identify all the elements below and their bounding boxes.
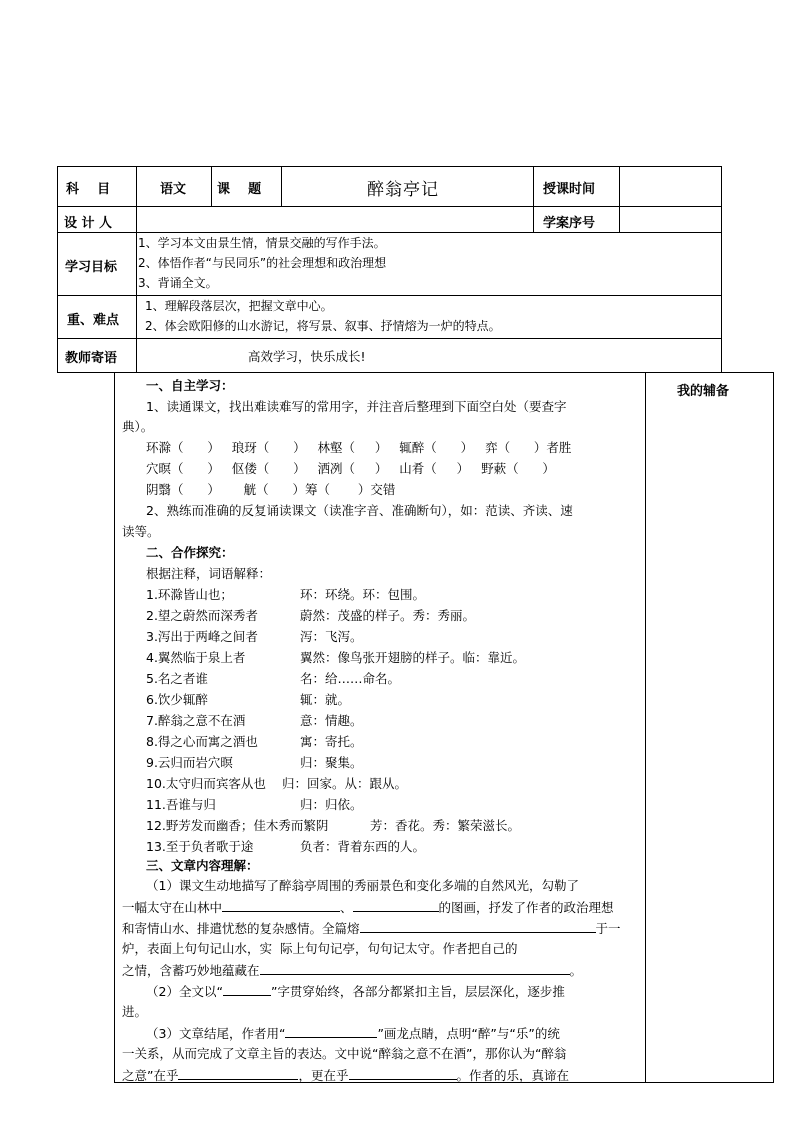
text-span: 的图画，抒发了作者的政治理想 (438, 900, 614, 915)
table-line (211, 166, 212, 206)
table-line (281, 166, 282, 206)
vocab-explanation: 归：聚集。 (300, 755, 363, 770)
lesson-title: 醉翁亭记 (367, 180, 439, 200)
text-line: 炉，表面上句句记山水，实 际上句句记亭，句句记太守。作者把自己的 (122, 941, 518, 956)
text-line (122, 1065, 569, 1085)
text-span: 一幅太守在山林中 (122, 900, 223, 915)
vocab-source: 9.云归而岩穴暝 (146, 755, 233, 770)
vocab-explanation: 归：归依。 (300, 797, 363, 812)
table-line (57, 232, 721, 233)
text-span: ”字贯穿始终，各部分都紧扣主旨，层层深化，逐步推 (270, 984, 565, 999)
text-span: ”画龙点睛，点明“醉”与“乐”的统 (377, 1026, 560, 1041)
vocab-source: 7.醉翁之意不在酒 (146, 713, 246, 728)
subject-label: 科 目 (66, 182, 111, 197)
content-border (645, 372, 646, 1083)
vocab-item (146, 669, 400, 688)
text-span: 、 (340, 900, 353, 915)
text-span: 。 (569, 963, 583, 978)
fill-blank[interactable] (353, 897, 439, 912)
vocab-explanation: 芳：香花。秀：繁荣滋长。 (370, 818, 521, 833)
time-label: 授课时间 (543, 182, 596, 197)
text-line (146, 1023, 560, 1043)
vocab-explanation: 意：情趣。 (300, 713, 363, 728)
section-2-title: 二、合作探究： (146, 545, 234, 560)
text-line: 读等。 (122, 524, 160, 539)
vocab-item (146, 648, 525, 667)
text-span: （3）文章结尾，作者用“ (146, 1026, 286, 1041)
vocab-source: 13.至于负者歌于途 (146, 839, 254, 854)
text-line (122, 960, 582, 980)
table-line (721, 166, 722, 372)
message-text: 高效学习，快乐成长! (248, 349, 366, 364)
vocab-item (146, 732, 363, 751)
topic-label: 课 题 (217, 182, 262, 197)
char-list-row: 环滁（ ） 琅玡（ ） 林壑（ ） 辄醉（ ） 弈（ ）者胜 (146, 440, 572, 455)
vocab-item (146, 816, 520, 835)
fill-blank[interactable] (349, 1065, 457, 1080)
table-line (57, 372, 721, 373)
text-line: 典）。 (122, 419, 154, 434)
vocab-source: 11.吾谁与归 (146, 797, 216, 812)
text-span: 之情，含蓄巧妙地蕴藏在 (122, 963, 260, 978)
text-line (146, 981, 565, 1001)
table-line (619, 166, 620, 232)
content-border (721, 372, 774, 373)
designer-label: 设 计 人 (64, 216, 113, 231)
vocab-item (146, 711, 363, 730)
vocab-explanation: 名：给……命名。 (300, 671, 401, 686)
text-line: 1、读通课文，找出难读难写的常用字，并注音后整理到下面空白处（要查字 (146, 399, 567, 414)
vocab-explanation: 泻：飞泻。 (300, 629, 363, 644)
table-line (533, 166, 534, 232)
vocab-explanation: 寓：寄托。 (300, 734, 363, 749)
text-span: 之意”在乎 (122, 1068, 179, 1083)
text-line (122, 918, 621, 938)
vocab-explanation: 辄：就。 (300, 692, 351, 707)
text-span: 于一 (595, 921, 621, 936)
text-line: 进。 (122, 1004, 148, 1019)
goal-item: 2、体悟作者“与民同乐”的社会理想和政治理想 (138, 256, 387, 270)
keypoints-label: 重、难点 (67, 313, 120, 328)
fill-blank[interactable] (222, 897, 340, 912)
fill-blank[interactable] (285, 1023, 377, 1038)
goals-label: 学习目标 (65, 260, 118, 275)
content-border (114, 372, 115, 1083)
vocab-item (146, 690, 350, 709)
vocab-item (146, 753, 363, 772)
vocab-explanation: 翼然：像鸟张开翅膀的样子。临：靠近。 (300, 650, 526, 665)
keypoint-item: 1、理解段落层次，把握文章中心。 (145, 299, 333, 313)
text-span: 和寄情山水、排遣忧愁的复杂感情。全篇熔 (122, 921, 360, 936)
vocab-item (146, 795, 363, 814)
text-span: 。作者的乐，真谛在 (456, 1068, 570, 1083)
text-line: 一关系，从而完成了文章主旨的表达。文中说“醉翁之意不在酒”，那你认为“醉翁 (122, 1046, 567, 1061)
vocab-source: 3.泻出于两峰之间者 (146, 629, 258, 644)
text-span: （2）全文以“ (146, 984, 223, 999)
text-line: 2、熟练而准确的反复诵读课文（读准字音、准确断句），如：范读、齐读、速 (146, 503, 573, 518)
vocab-source: 1.环滁皆山也； (146, 587, 233, 602)
char-list-row: 穴暝（ ） 伛偻（ ） 洒冽（ ） 山肴（ ） 野蔌（ ） (146, 461, 555, 476)
vocab-explanation: 环：环绕。环：包围。 (300, 587, 426, 602)
case-number-label: 学案序号 (543, 216, 596, 231)
vocab-explanation: 负者：背着东西的人。 (300, 839, 426, 854)
vocab-source: 10.太守归而宾客从也 (146, 776, 266, 791)
char-list-row: 阴翳（ ） 觥（ ）筹（ ）交错 (146, 482, 396, 497)
table-line (57, 166, 58, 372)
vocab-source: 2.望之蔚然而深秀者 (146, 608, 258, 623)
vocab-source: 8.得之心而寓之酒也 (146, 734, 258, 749)
side-notes-label: 我的辅备 (677, 384, 730, 399)
message-label: 教师寄语 (65, 351, 118, 366)
vocab-item (146, 774, 407, 793)
section-1-title: 一、自主学习： (146, 378, 234, 393)
subject-value: 语文 (160, 182, 187, 197)
text-line: 根据注释，词语解释： (146, 566, 272, 581)
text-span: ，更在乎 (298, 1068, 349, 1083)
vocab-item (146, 585, 425, 604)
table-border-top (57, 166, 721, 167)
text-line: （1）课文生动地描写了醉翁亭周围的秀丽景色和变化多端的自然风光，勾勒了 (146, 878, 579, 893)
vocab-source: 4.翼然临于泉上者 (146, 650, 246, 665)
table-line (136, 166, 137, 372)
table-line (57, 295, 721, 296)
vocab-item (146, 837, 425, 856)
vocab-item (146, 627, 363, 646)
fill-blank[interactable] (178, 1065, 298, 1080)
vocab-explanation: 蔚然：茂盛的样子。秀：秀丽。 (300, 608, 476, 623)
content-border (773, 372, 774, 1083)
table-line (57, 206, 721, 207)
fill-blank[interactable] (360, 918, 596, 933)
fill-blank[interactable] (223, 981, 271, 996)
text-line (122, 897, 614, 917)
vocab-source: 6.饮少辄醉 (146, 692, 208, 707)
vocab-explanation: 归：回家。从：跟从。 (282, 776, 408, 791)
vocab-source: 5.名之者谁 (146, 671, 208, 686)
keypoint-item: 2、体会欧阳修的山水游记，将写景、叙事、抒情熔为一炉的特点。 (145, 319, 501, 333)
table-line (57, 338, 721, 339)
vocab-source: 12.野芳发而幽香；佳木秀而繁阴 (146, 818, 329, 833)
vocab-item (146, 606, 475, 625)
fill-blank[interactable] (260, 960, 570, 975)
goal-item: 1、学习本文由景生情，情景交融的写作手法。 (138, 236, 386, 250)
goal-item: 3、背诵全文。 (138, 276, 218, 290)
section-3-title: 三、文章内容理解： (146, 858, 259, 873)
